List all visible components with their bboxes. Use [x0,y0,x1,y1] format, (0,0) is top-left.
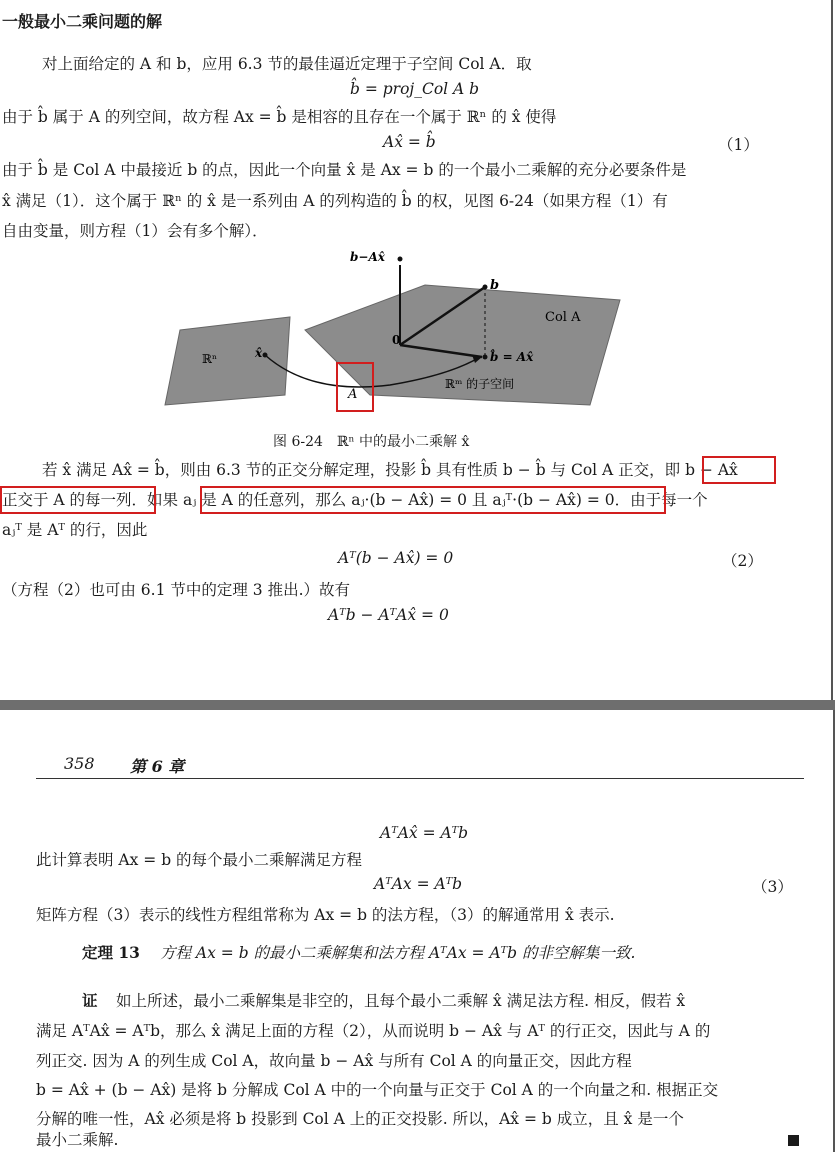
proof-line4: b = Ax̂ + (b − Ax̂) 是将 b 分解成 Col A 中的一个向量与正交于 Col A 的一个向量之和. 根据正交 [36,1081,719,1099]
proof-line5: 分解的唯一性，Ax̂ 必须是将 b 投影到 Col A 上的正交投影. 所以，Ax̂ = b 成立，且 x̂ 是一个 [36,1110,684,1128]
eq3-number: （3） [752,878,793,896]
highlight-box-dot-product [200,486,666,514]
page-separator [0,700,835,710]
theorem-label: 定理 13 [82,943,140,962]
figure-least-squares [160,245,680,420]
para1-line1: 对上面给定的 A 和 b，应用 6.3 节的最佳逼近定理于子空间 Col A．取 [42,55,532,73]
para3-line3: 自由变量，则方程（1）会有多个解）． [2,222,268,240]
label-zero: 0 [392,333,401,347]
para5-line1: （方程（2）也可由 6.1 节中的定理 3 推出.）故有 [2,581,351,599]
header-rule [36,778,804,779]
label-col-a: Col A [545,310,581,325]
figure-caption: 图 6-24 ℝⁿ 中的最小二乘解 x̂ [273,434,470,450]
label-b: b [490,278,500,293]
proof-line3: 列正交. 因为 A 的列生成 Col A，故向量 b − Ax̂ 与所有 Col A 的向量正交，因此方程 [36,1052,632,1070]
theorem-text: 方程 Ax = b 的最小二乘解集和法方程 AᵀAx = Aᵀb 的非空解集一致. [160,944,636,962]
proof-line6: 最小二乘解. [36,1131,119,1149]
eq2: Aᵀ(b − Ax̂) = 0 [338,549,454,567]
para4-line2: 正交于 A 的每一列．如果 aⱼ 是 A 的任意列，那么 aⱼ·(b − Ax̂) = 0 且 aⱼᵀ·(b − Ax̂) = 0．由于每一个 [2,491,708,509]
para2: 矩阵方程（3）表示的线性方程组常称为 Ax = b 的法方程，（3）的解通常用 x̂ 表示. [36,906,615,924]
label-rn: ℝⁿ [202,352,218,366]
eq-bhat: b̂ = proj_Col A b [350,80,480,98]
label-xhat: x̂ [255,346,263,360]
qed-square [788,1135,799,1146]
page-number: 358 [64,754,95,773]
label-b-minus-axhat: b−Ax̂ [350,250,385,264]
para1: 此计算表明 Ax = b 的每个最小二乘解满足方程 [36,851,363,869]
proof-label: 证 [82,991,98,1010]
section-title: 一般最小二乘问题的解 [2,12,163,31]
proof-line2: 满足 AᵀAx̂ = Aᵀb，那么 x̂ 满足上面的方程（2），从而说明 b − Ax̂ 与 Aᵀ 的行正交，因此与 A 的 [36,1022,711,1040]
label-a-map: A [348,387,358,402]
eq-normal-hat: AᵀAx̂ = Aᵀb [380,824,469,842]
eq2-number: （2） [722,552,763,570]
highlight-box-a [336,362,374,412]
highlight-box-b-minus [702,456,776,484]
para4-line3: aⱼᵀ 是 Aᵀ 的行，因此 [2,521,148,539]
proof-line1: 如上所述，最小二乘解集是非空的，且每个最小二乘解 x̂ 满足法方程. 相反，假若 x̂ [116,992,686,1010]
label-rm-subspace: ℝᵐ 的子空间 [445,377,515,391]
label-bhat: b̂ = Ax̂ [490,350,534,364]
chapter-title: 第 6 章 [130,757,185,776]
eq1: Ax̂ = b̂ [383,133,436,151]
eq1-number: （1） [718,136,759,154]
eq3: AᵀAx = Aᵀb [374,875,463,893]
highlight-box-orthogonal [0,486,156,514]
para2-line1: 由于 b̂ 属于 A 的列空间，故方程 Ax = b̂ 是相容的且存在一个属于 ℝⁿ 的 x̂ 使得 [2,108,557,126]
eq-expand: Aᵀb − AᵀAx̂ = 0 [328,606,449,624]
para3-line1: 由于 b̂ 是 Col A 中最接近 b 的点，因此一个向量 x̂ 是 Ax = b 的一个最小二乘解的充分必要条件是 [2,161,687,179]
para4-line1: 若 x̂ 满足 Ax̂ = b̂，则由 6.3 节的正交分解定理，投影 b̂ 具有性质 b − b̂ 与 Col A 正交，即 b − Ax̂ [42,461,738,479]
para3-line2: x̂ 满足（1）．这个属于 ℝⁿ 的 x̂ 是一系列由 A 的列构造的 b̂ 的权，见图 6-24（如果方程（1）有 [2,192,668,210]
page-bottom [0,710,835,1152]
